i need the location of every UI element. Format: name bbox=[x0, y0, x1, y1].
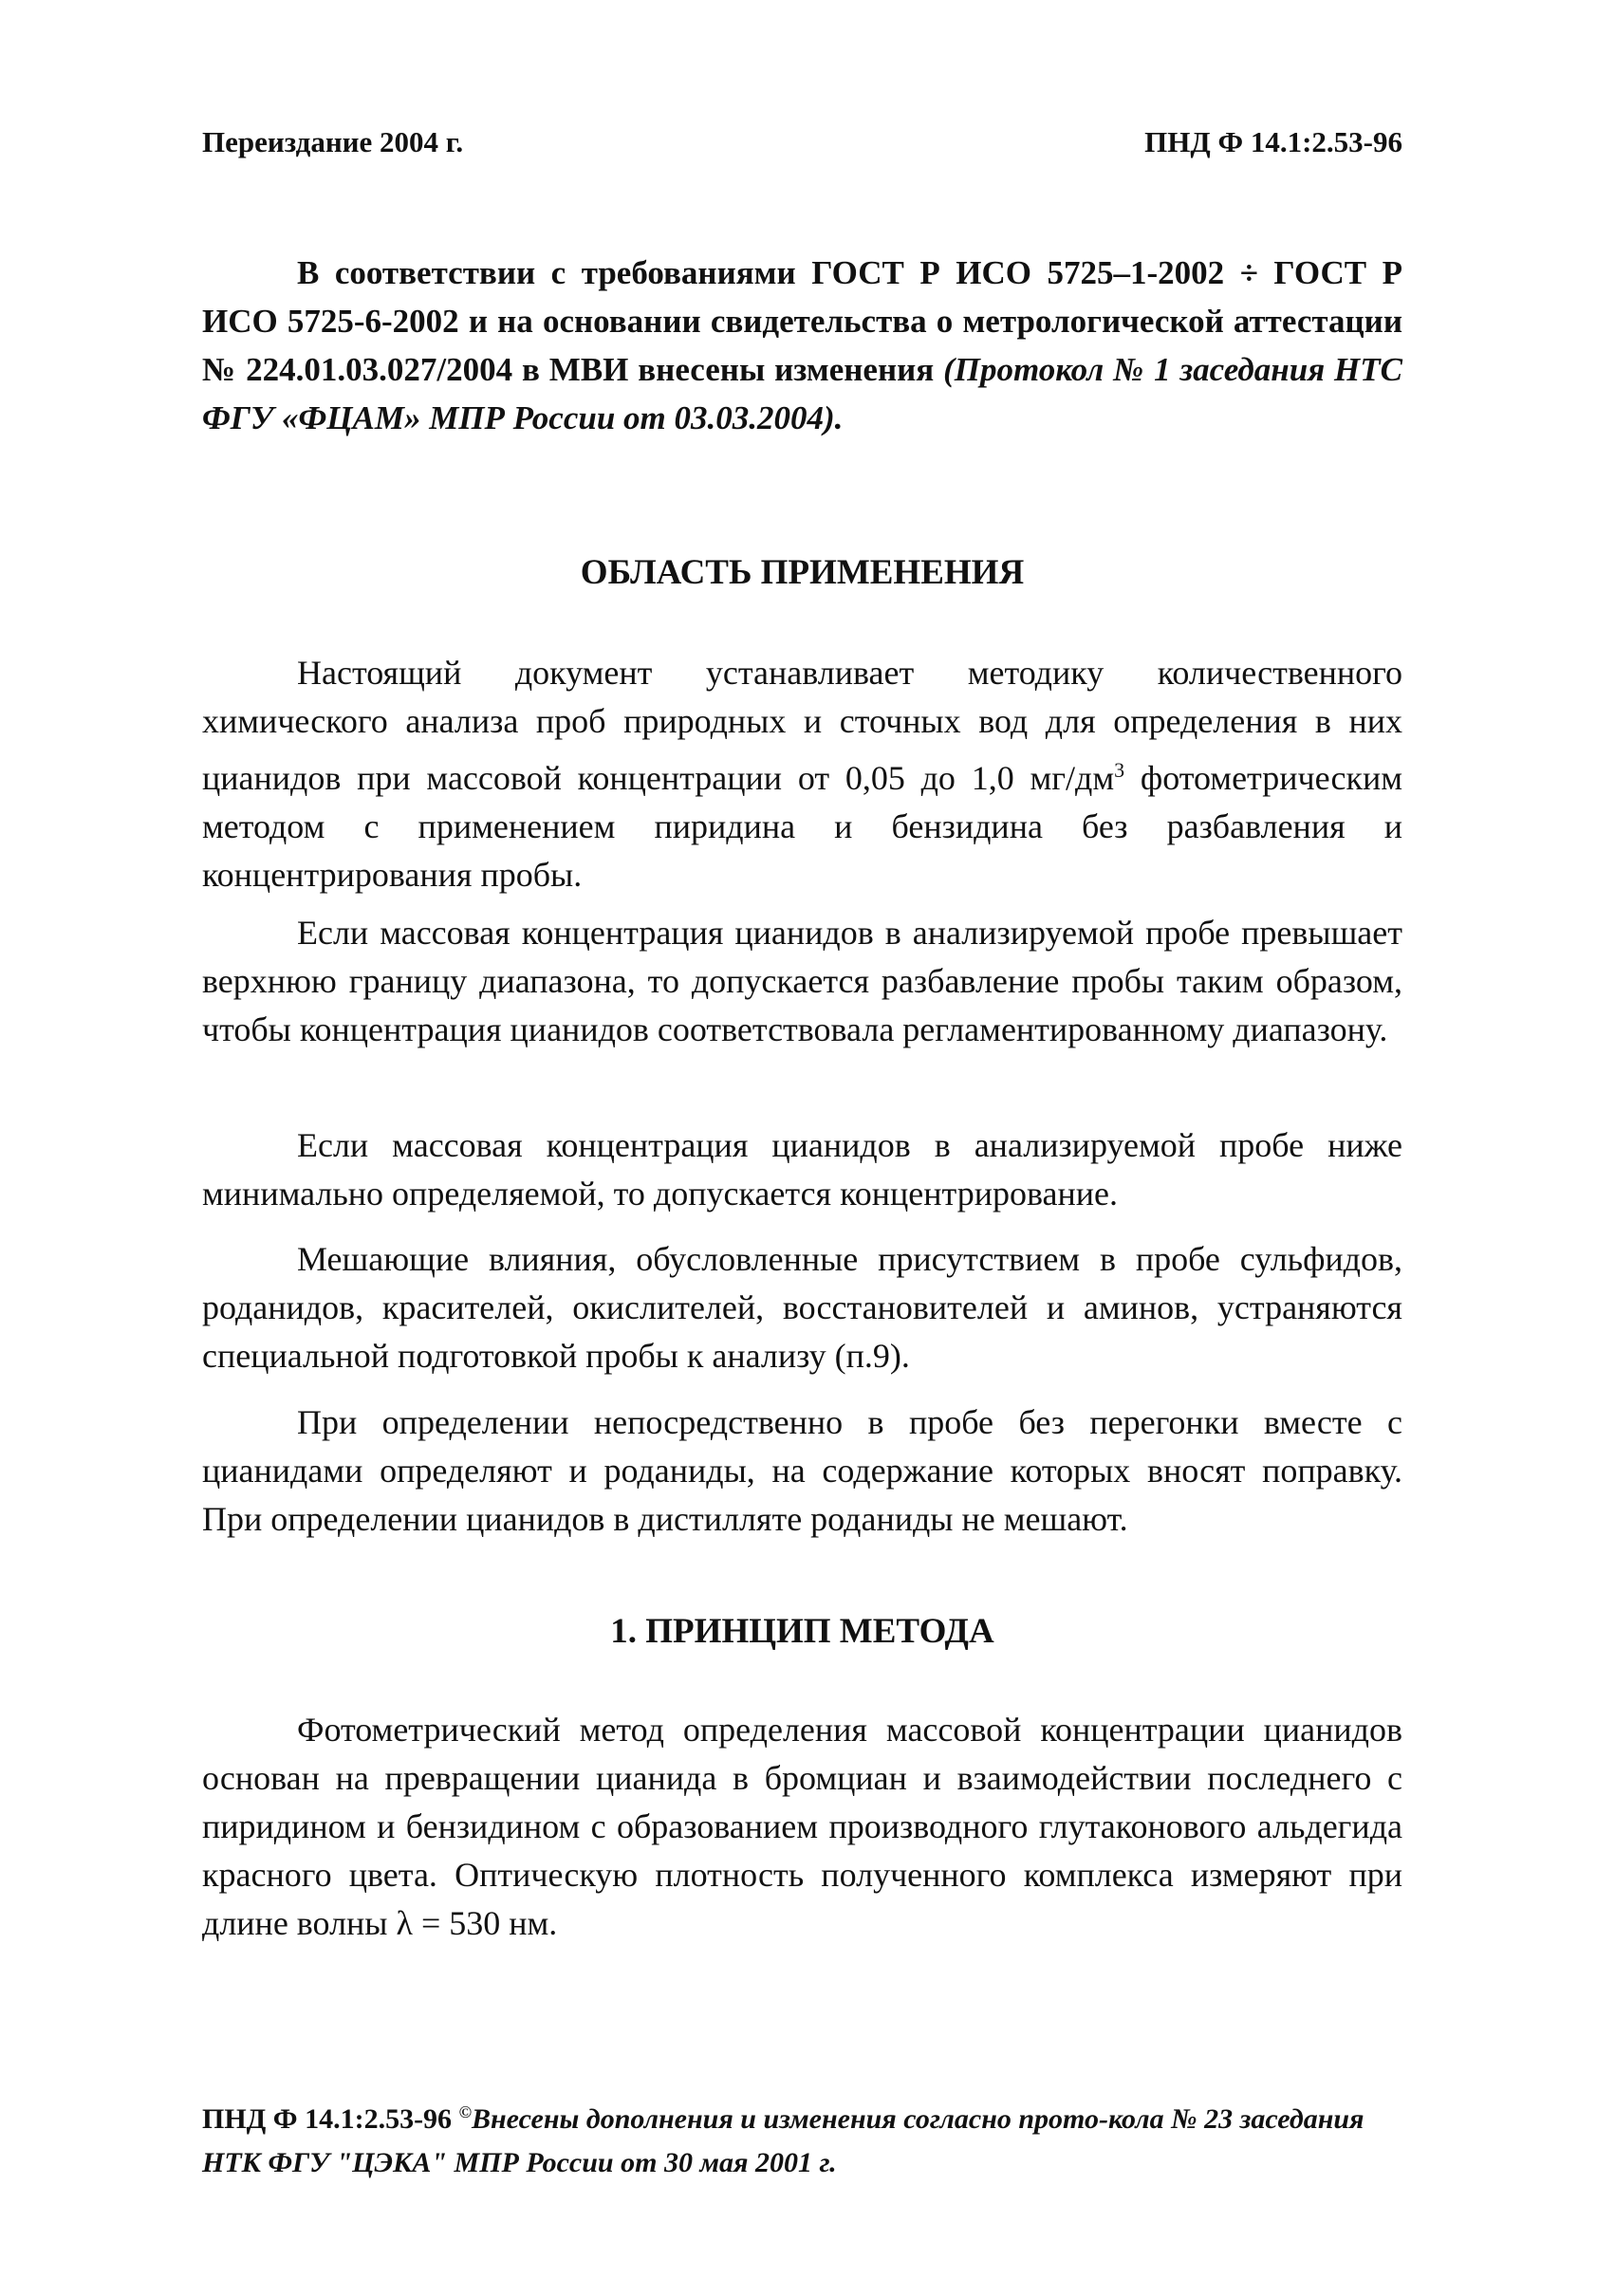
section-title-principle: 1. ПРИНЦИП МЕТОДА bbox=[610, 1612, 994, 1651]
amendment-notice bbox=[202, 249, 1402, 442]
scope-paragraph-4: Мешающие влияния, обусловленные присутствием в пробе сульфидов, роданидов, красителей, окислителей, восстановителей и аминов, устраняются специальной подготовкой пробы к анализу (п.9). bbox=[202, 1240, 1402, 1375]
amendment-notice-text: В соответствии с требованиями ГОСТ Р ИСО 5725–1-2002 ÷ ГОСТ Р ИСО 5725-6-2002 и на основании свидетельства о метрологической аттестации № 224.01.03.027/2004 в МВИ внесены изменения bbox=[202, 254, 1402, 388]
unit-superscript: 3 bbox=[1114, 758, 1125, 782]
scope-paragraph-5: При определении непосредственно в пробе без перегонки вместе с цианидами определяют и роданиды, на содержание которых вносят поправку. При определении цианидов в дистилляте роданиды не мешают. bbox=[202, 1403, 1402, 1538]
principle-paragraph: Фотометрический метод определения массовой концентрации цианидов основан на превращении цианида в бромциан и взаимодействии последнего с пиридином и бензидином с образованием производного глутаконового альдегида красного цвета. Оптическую плотность полученного комплекса измеряют при длине волны λ = 530 нм. bbox=[202, 1711, 1402, 1942]
reissue-note: Переиздание 2004 г. bbox=[202, 125, 464, 158]
scope-paragraph-2: Если массовая концентрация цианидов в анализируемой пробе превышает верхнюю границу диапазона, то допускается разбавление пробы таким образом, чтобы концентрация цианидов соответствовала регламентированному диапазону. bbox=[202, 914, 1402, 1048]
protocol-reference: (Протокол № 1 заседания НТС ФГУ «ФЦАМ» МПР России от 03.03.2004). bbox=[202, 351, 1403, 436]
scope-paragraph-1 bbox=[202, 649, 1402, 899]
section-title-scope: ОБЛАСТЬ ПРИМЕНЕНИЯ bbox=[580, 553, 1025, 592]
scope-paragraph-1-text-a: Настоящий документ устанавливает методику количественного химического анализа проб природных и сточных вод для определения в них цианидов при массовой концентрации от 0,05 до 1,0 мг/дм bbox=[202, 654, 1402, 797]
footnote-text: Внесены дополнения и изменения согласно прото-кола № 23 заседания НТК ФГУ "ЦЭКА" МПР России от 30 мая 2001 г. bbox=[202, 2103, 1364, 2178]
scope-paragraph-3: Если массовая концентрация цианидов в анализируемой пробе ниже минимально определяемой, то допускается концентрирование. bbox=[202, 1126, 1402, 1213]
footnote-code: ПНД Ф 14.1:2.53-96 bbox=[202, 2103, 459, 2135]
scope-paragraph-1-text-b: фотометрическим методом с применением пиридина и бензидина без разбавления и концентрирования пробы. bbox=[202, 759, 1402, 894]
document-code: ПНД Ф 14.1:2.53-96 bbox=[1144, 125, 1402, 158]
footnote bbox=[202, 2090, 1402, 2185]
footnote-mark: © bbox=[458, 2102, 473, 2121]
